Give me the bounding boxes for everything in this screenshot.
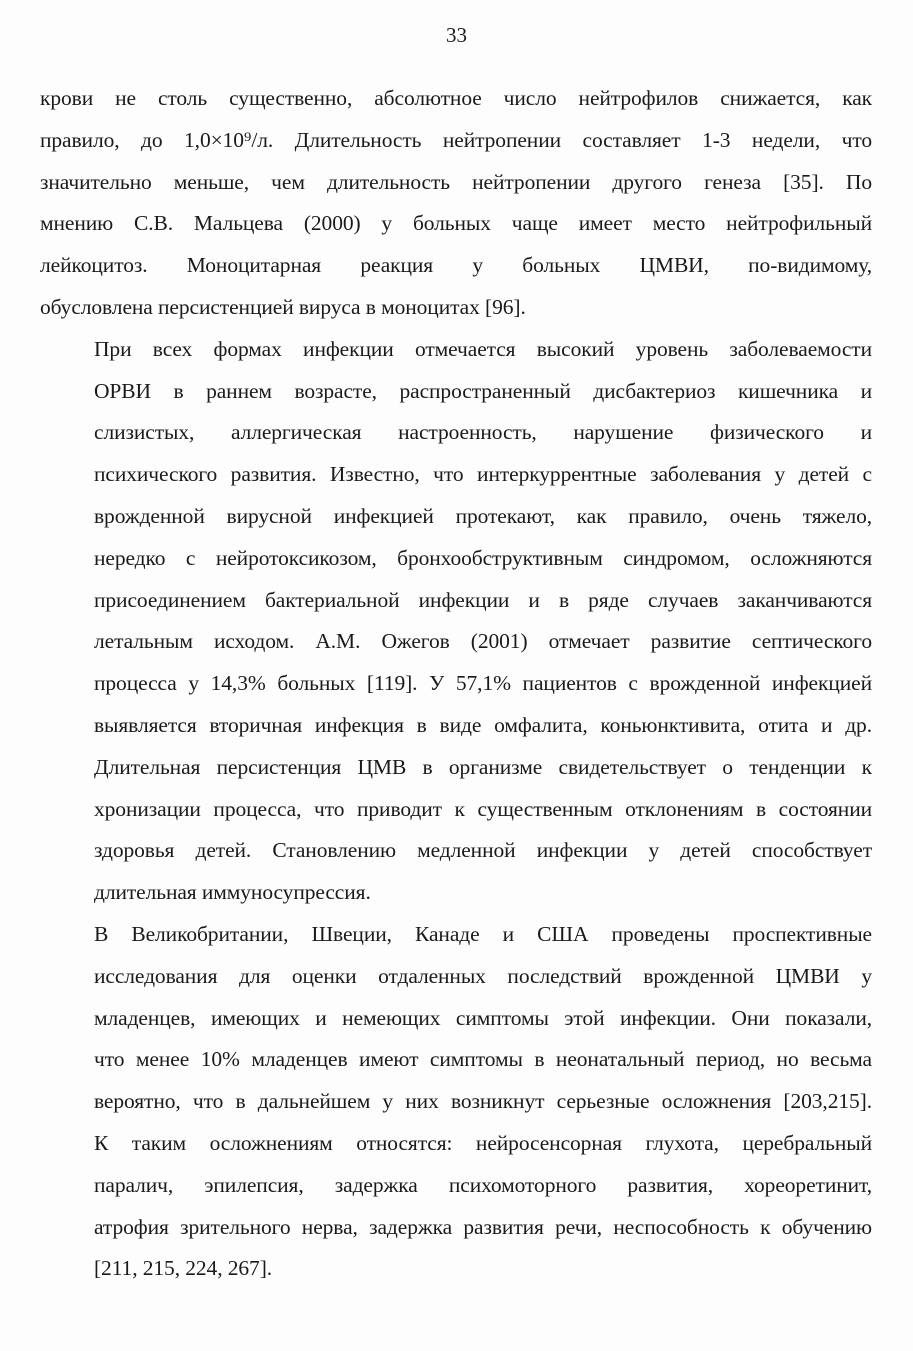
text-line: атрофия зрительного нерва, задержка развития речи, неспособность к обучению [94, 1214, 872, 1239]
text-line: К таким осложнениям относятся: нейросенсорная глухота, церебральный [94, 1130, 872, 1155]
paragraph-neutropenia [40, 78, 872, 329]
text-line: вероятно, что в дальнейшем у них возникнут серьезные осложнения [203,215]. [94, 1089, 872, 1114]
text-line: значительно меньше, чем длительность нейтропении другого генеза [35]. По [40, 169, 872, 194]
text-line: длительная иммуносупрессия. [94, 880, 371, 905]
text-line: лейкоцитоз. Моноцитарная реакция у больных ЦМВИ, по-видимому, [40, 253, 872, 278]
text-line: выявляется вторичная инфекция в виде омфалита, коньюнктивита, отита и др. [94, 712, 872, 737]
text-line: крови не столь существенно, абсолютное число нейтрофилов снижается, как [40, 86, 872, 110]
body-text [40, 78, 872, 1290]
text-line: присоединением бактериальной инфекции и в ряде случаев заканчиваются [94, 587, 872, 612]
text-line: правило, до 1,0×10⁹/л. Длительность нейтропении составляет 1-3 недели, что [40, 127, 872, 152]
text-line: что менее 10% младенцев имеют симптомы в неонатальный период, но весьма [94, 1047, 872, 1072]
paragraph-prospective-studies [40, 914, 872, 1290]
text-line: летальным исходом. А.М. Ожегов (2001) отмечает развитие септического [94, 629, 872, 654]
text-line: процесса у 14,3% больных [119]. У 57,1% пациентов с врожденной инфекцией [94, 671, 872, 696]
text-line: При всех формах инфекции отмечается высокий уровень заболеваемости [94, 336, 872, 361]
text-line: хронизации процесса, что приводит к существенным отклонениям в состоянии [94, 796, 872, 821]
text-line: слизистых, аллергическая настроенность, нарушение физического и [94, 420, 872, 445]
text-line: паралич, эпилепсия, задержка психомоторного развития, хореоретинит, [94, 1172, 872, 1197]
text-line: нередко с нейротоксикозом, бронхообструктивным синдромом, осложняются [94, 545, 872, 570]
text-line: ОРВИ в раннем возрасте, распространенный дисбактериоз кишечника и [94, 378, 872, 403]
text-line: [211, 215, 224, 267]. [94, 1256, 273, 1281]
page-number: 33 [446, 23, 467, 47]
text-line: Длительная персистенция ЦМВ в организме свидетельствует о тенденции к [94, 754, 872, 779]
text-line: здоровья детей. Становлению медленной инфекции у детей способствует [94, 838, 872, 863]
text-line: врожденной вирусной инфекцией протекают, как правило, очень тяжело, [94, 503, 872, 528]
text-line: исследования для оценки отдаленных последствий врожденной ЦМВИ у [94, 963, 872, 988]
text-line: В Великобритании, Швеции, Канаде и США проведены проспективные [94, 921, 872, 946]
text-line: младенцев, имеющих и немеющих симптомы этой инфекции. Они показали, [94, 1005, 872, 1030]
paragraph-infection-forms [40, 329, 872, 914]
text-line: мнению С.В. Мальцева (2000) у больных чаще имеет место нейтрофильный [40, 211, 872, 236]
text-line: психического развития. Известно, что интеркуррентные заболевания у детей с [94, 462, 872, 487]
text-line: обусловлена персистенцией вируса в моноцитах [96]. [40, 294, 526, 319]
